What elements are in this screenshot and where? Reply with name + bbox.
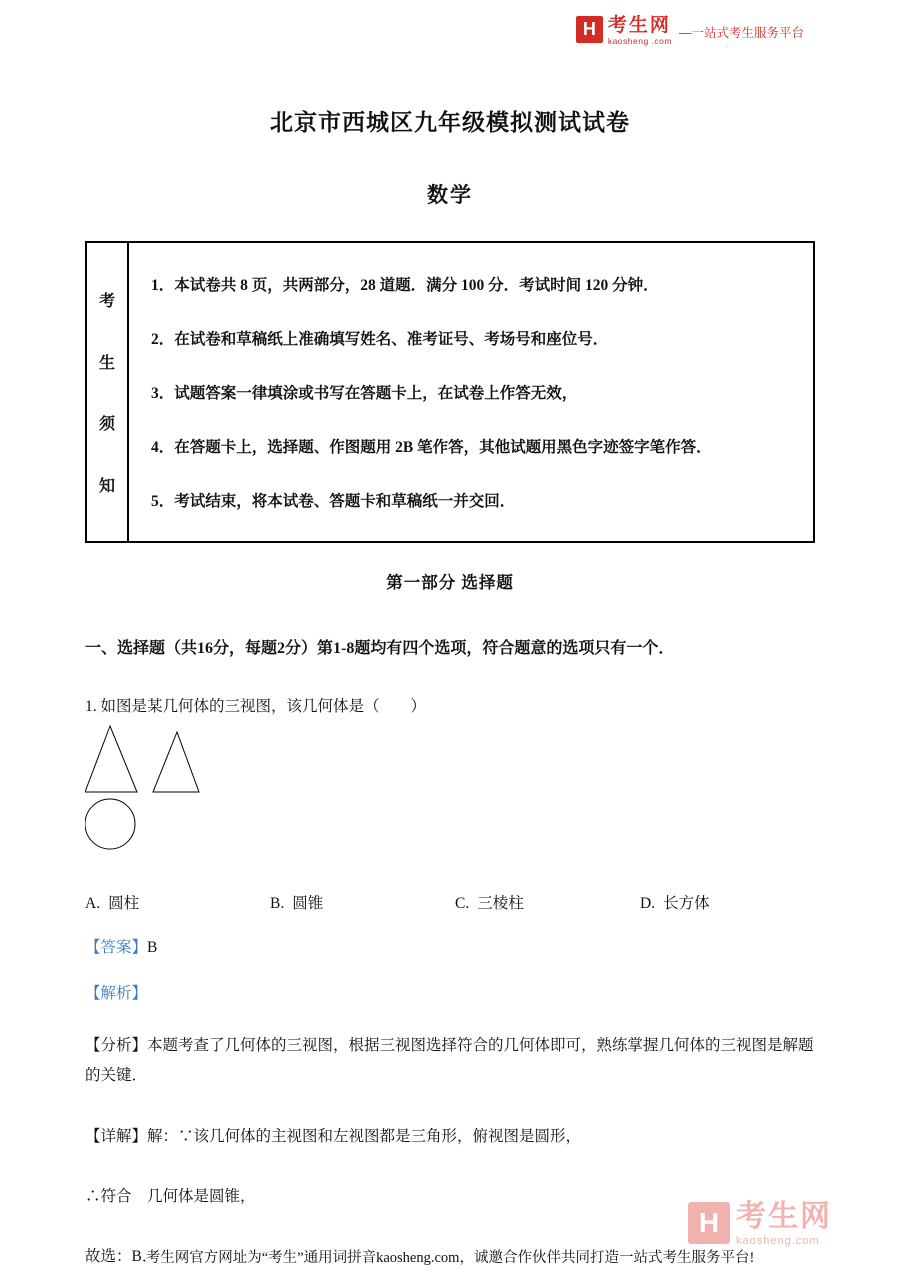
notice-item: 4．在答题卡上，选择题、作图题用 2B 笔作答，其他试题用黑色字迹签字笔作答． [151, 438, 712, 456]
detail-tag: 【详解】 [85, 1127, 148, 1145]
question-1-options [85, 891, 815, 913]
footer-slogan: 考生网官方网址为“考生”通用词拼音kaosheng.com，诚邀合作伙伴共同打造一站式考生服务平台! [145, 1250, 755, 1266]
option-b-text: 圆锥 [292, 895, 324, 912]
option-a-label: A. [85, 895, 101, 912]
examinee-notice-box [85, 241, 815, 543]
option-c-text: 三棱柱 [477, 895, 524, 912]
page-title: 北京市西城区九年级模拟测试试卷 [270, 110, 630, 135]
brand-domain: kaosheng .com [607, 36, 672, 46]
option-b-label: B. [270, 895, 285, 912]
option-a-text: 圆柱 [108, 895, 140, 912]
notice-side-char: 考 [98, 293, 115, 311]
analysis-tag-line [85, 979, 815, 1009]
three-views-svg [85, 724, 285, 852]
three-views-figure [85, 724, 815, 857]
watermark-domain: kaosheng.com [736, 1235, 820, 1247]
notice-side-label [87, 243, 129, 541]
kaosheng-logo-icon: H [576, 16, 603, 43]
notice-body [129, 243, 813, 541]
option-a [85, 891, 270, 913]
option-c-label: C. [455, 895, 470, 912]
analysis-tag: 【解析】 [85, 985, 148, 1002]
brand-name: 考生网 [607, 15, 671, 36]
notice-item: 1．本试卷共 8 页，共两部分，28 道题．满分 100 分．考试时间 120 分钟． [151, 276, 659, 294]
notice-item: 5．考试结束，将本试卷、答题卡和草稿纸一并交回． [151, 492, 516, 510]
section-heading: 第一部分 选择题 [386, 573, 514, 592]
detail-line-3: 故选：B． [85, 1248, 158, 1266]
question-1-stem: 1. 如图是某几何体的三视图，该几何体是（ ） [85, 698, 427, 715]
front-view-triangle [85, 726, 137, 792]
option-d [640, 891, 710, 913]
option-d-text: 长方体 [663, 895, 710, 912]
answer-line [85, 935, 815, 957]
side-view-triangle [153, 732, 199, 792]
watermark-brand: 考生网 [736, 1200, 832, 1233]
top-view-circle [85, 799, 135, 849]
option-c [455, 891, 640, 913]
notice-item: 2．在试卷和草稿纸上准确填写姓名、准考证号、考场号和座位号． [151, 330, 609, 348]
notice-side-char: 生 [98, 354, 115, 372]
option-b [270, 891, 455, 913]
comment-text: 本题考查了几何体的三视图，根据三视图选择符合的几何体即可，熟练掌握几何体的三视图是解题的关键． [85, 1037, 814, 1085]
notice-side-char: 知 [98, 477, 115, 495]
kaosheng-logo [576, 16, 804, 46]
notice-side-char: 须 [98, 416, 115, 434]
detail-line-2: ∴符合 几何体是圆锥， [85, 1187, 256, 1205]
watermark-logo-icon: H [688, 1202, 730, 1244]
choice-section-instruction: 一、选择题（共16分，每题2分）第1-8题均有四个选项，符合题意的选项只有一个． [85, 640, 675, 657]
watermark-text-block [736, 1202, 832, 1247]
notice-item: 3．试题答案一律填涂或书写在答题卡上，在试卷上作答无效， [151, 384, 578, 402]
comment-paragraph [85, 1031, 815, 1091]
logo-text-block [608, 16, 672, 46]
kaosheng-watermark [688, 1202, 832, 1247]
subject-title: 数学 [427, 183, 473, 207]
brand-tagline: —一站式考生服务平台 [678, 26, 804, 40]
answer-tag: 【答案】 [85, 939, 148, 956]
answer-value: B [147, 939, 158, 956]
comment-tag: 【分析】 [85, 1037, 148, 1055]
detail-text-1: 解：∵该几何体的主视图和左视图都是三角形，俯视图是圆形， [147, 1127, 582, 1145]
option-d-label: D. [640, 895, 656, 912]
detail-line-1 [85, 1122, 815, 1152]
